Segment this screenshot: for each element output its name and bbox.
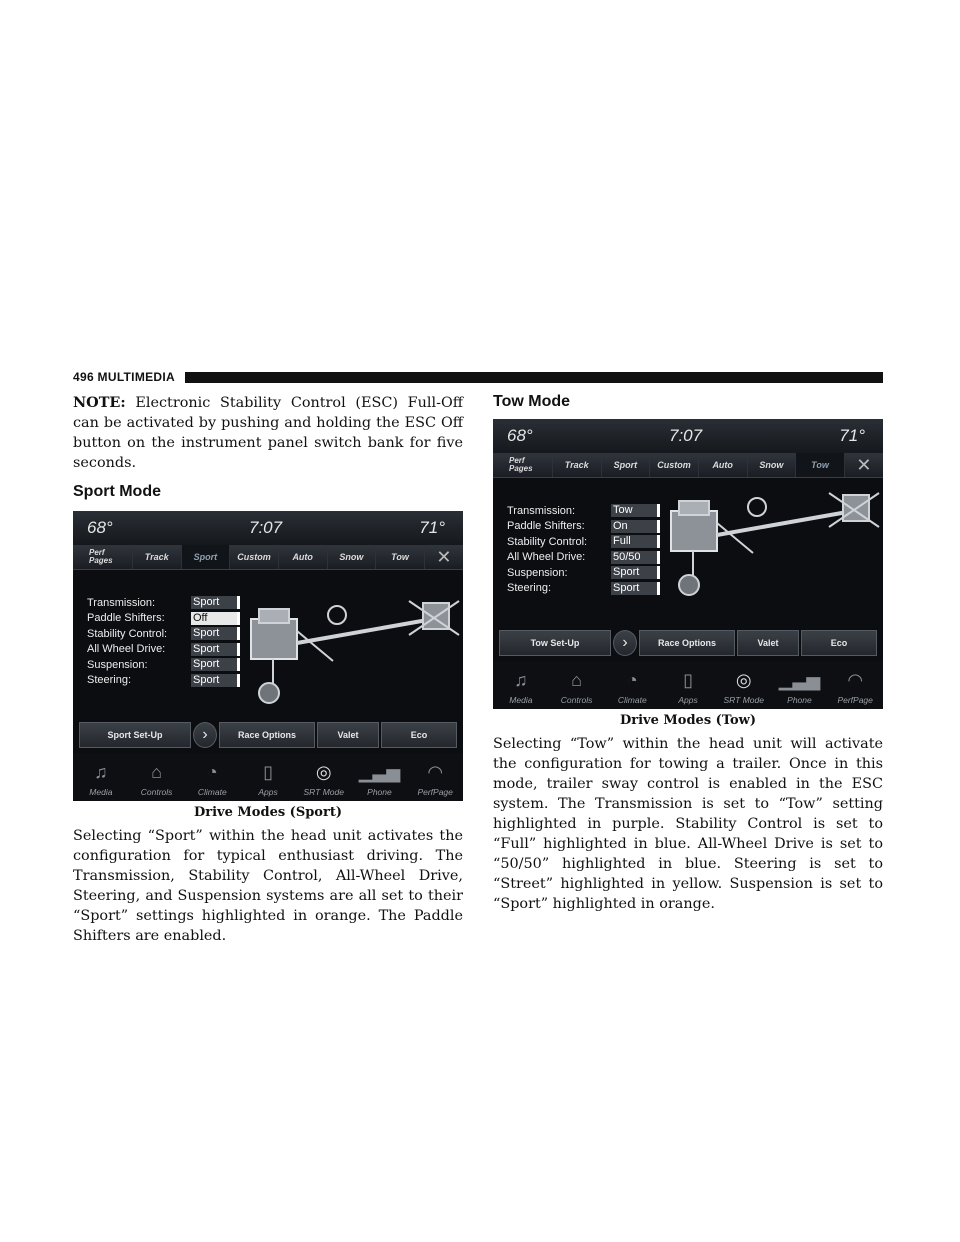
left-column [73, 393, 463, 946]
nav-media[interactable]: ♫ Media [509, 670, 533, 705]
sport-screen-image [73, 511, 463, 801]
sport-caption: Drive Modes (Sport) [194, 805, 342, 820]
nav-climate[interactable]: ◔ Climate [197, 762, 227, 797]
header-rule [185, 372, 883, 383]
setting-row: Suspension: Sport [87, 657, 240, 673]
temp-right: 71° [839, 426, 865, 445]
tow-setup-button[interactable]: Tow Set-Up [499, 630, 611, 656]
clock: 7:07 [669, 426, 703, 445]
nav-apps[interactable]: ▯ Apps [258, 762, 278, 797]
tab-track[interactable]: Track [133, 545, 182, 569]
tab-tow[interactable]: Tow [796, 453, 845, 477]
steering-wheel-icon: ◎ [315, 762, 332, 782]
bottom-button-bar [499, 630, 877, 656]
drivetrain-illustration [233, 581, 463, 711]
bottom-button-bar [79, 722, 457, 748]
temp-right: 71° [419, 518, 445, 537]
temp-left: 68° [507, 426, 533, 445]
valet-button[interactable]: Valet [317, 722, 379, 748]
setting-row: Paddle Shifters: On [507, 519, 660, 535]
phone-signal-icon: ▁▃▅ [358, 762, 401, 782]
sport-mode-heading: Sport Mode [73, 483, 161, 500]
setting-row: Suspension: Sport [507, 565, 660, 581]
note-paragraph [73, 393, 463, 473]
setting-row: All Wheel Drive: 50/50 [507, 550, 660, 566]
tab-custom[interactable]: Custom [650, 453, 699, 477]
gauge-icon: ◠ [847, 670, 864, 690]
nav-apps[interactable]: ▯ Apps [678, 670, 698, 705]
nav-controls[interactable]: ⌂ Controls [560, 670, 593, 705]
race-options-button[interactable]: Race Options [639, 630, 735, 656]
setting-row: Stability Control: Sport [87, 626, 240, 642]
tow-screen-image [493, 419, 883, 709]
nav-controls[interactable]: ⌂ Controls [140, 762, 173, 797]
page-header [73, 370, 883, 384]
note-text: Electronic Stability Control (ESC) Full-Off can be activated by pushing and holding the ESC Off button on the instrument panel switch bank for five seconds. [73, 395, 463, 471]
climate-icon: ◔ [626, 670, 638, 690]
nav-perfpage[interactable]: ◠ PerfPage [417, 762, 453, 797]
tab-tow[interactable]: Tow [376, 545, 425, 569]
close-icon[interactable]: ✕ [845, 453, 883, 477]
mode-tabs [73, 545, 463, 570]
nav-phone[interactable]: ▁▃▅ Phone [778, 670, 821, 705]
tab-track[interactable]: Track [553, 453, 602, 477]
seat-icon: ⌂ [571, 670, 583, 690]
eco-button[interactable]: Eco [381, 722, 457, 748]
setting-row: All Wheel Drive: Sport [87, 642, 240, 658]
apps-icon: ▯ [683, 670, 693, 690]
screen-status-bar [73, 511, 463, 545]
seat-icon: ⌂ [151, 762, 163, 782]
tow-body: Selecting “Tow” within the head unit will activate the configuration for towing a trailer. Once in this mode, trailer sway control is enabled in the ESC system. The Transmission is set to “Tow” setting highlighted in purple. Stability Control is set to “Full” highlighted in blue. All-Wheel Drive is set to “50/50” highlighted in blue. Steering is set to “Street” highlighted in yellow. Suspension is set to “Sport” highlighted in orange. [493, 736, 883, 912]
music-note-icon: ♫ [94, 762, 108, 782]
sport-body: Selecting “Sport” within the head unit activates the configuration for typical enthusiast driving. The Transmission, Stability Control, All-Wheel Drive, Steering, and Suspension systems are all set to their “Sport” settings highlighted in orange. The Paddle Shifters are enabled. [73, 828, 463, 944]
settings-list [87, 595, 240, 688]
valet-button[interactable]: Valet [737, 630, 799, 656]
temp-left: 68° [87, 518, 113, 537]
tab-auto[interactable]: Auto [699, 453, 748, 477]
apps-icon: ▯ [263, 762, 273, 782]
tow-caption: Drive Modes (Tow) [619, 713, 757, 728]
gauge-icon: ◠ [427, 762, 444, 782]
tab-snow[interactable]: Snow [328, 545, 377, 569]
bottom-nav [73, 753, 463, 801]
sport-setup-button[interactable]: Sport Set-Up [79, 722, 191, 748]
tab-sport[interactable]: Sport [602, 453, 651, 477]
setting-row: Transmission: Tow [507, 503, 660, 519]
right-column [493, 393, 883, 914]
bottom-nav [493, 661, 883, 709]
nav-climate[interactable]: ◔ Climate [617, 670, 647, 705]
note-label: NOTE: [73, 394, 126, 411]
mode-tabs [493, 453, 883, 478]
nav-srt-mode[interactable]: ◎ SRT Mode [723, 670, 764, 705]
tab-perf-pages[interactable]: Perf Pages [493, 453, 553, 477]
nav-media[interactable]: ♫ Media [89, 762, 113, 797]
setting-row: Steering: Sport [507, 581, 660, 597]
tab-sport[interactable]: Sport [182, 545, 231, 569]
tab-snow[interactable]: Snow [748, 453, 797, 477]
setting-row: Paddle Shifters: Off [87, 611, 240, 627]
drivetrain-illustration [653, 489, 883, 619]
tow-mode-heading: Tow Mode [493, 393, 571, 410]
eco-button[interactable]: Eco [801, 630, 877, 656]
nav-phone[interactable]: ▁▃▅ Phone [358, 762, 401, 797]
tab-perf-pages[interactable]: Perf Pages [73, 545, 133, 569]
chevron-right-icon[interactable]: › [613, 630, 637, 656]
steering-wheel-icon: ◎ [735, 670, 752, 690]
screen-status-bar [493, 419, 883, 453]
nav-perfpage[interactable]: ◠ PerfPage [837, 670, 873, 705]
clock: 7:07 [249, 518, 283, 537]
setting-row: Stability Control: Full [507, 534, 660, 550]
close-icon[interactable]: ✕ [425, 545, 463, 569]
chevron-right-icon[interactable]: › [193, 722, 217, 748]
phone-signal-icon: ▁▃▅ [778, 670, 821, 690]
nav-srt-mode[interactable]: ◎ SRT Mode [303, 762, 344, 797]
race-options-button[interactable]: Race Options [219, 722, 315, 748]
climate-icon: ◔ [206, 762, 218, 782]
setting-row: Transmission: Sport [87, 595, 240, 611]
page-label: 496 MULTIMEDIA [73, 370, 175, 384]
settings-list [507, 503, 660, 596]
tab-custom[interactable]: Custom [230, 545, 279, 569]
music-note-icon: ♫ [514, 670, 528, 690]
tab-auto[interactable]: Auto [279, 545, 328, 569]
setting-row: Steering: Sport [87, 673, 240, 689]
